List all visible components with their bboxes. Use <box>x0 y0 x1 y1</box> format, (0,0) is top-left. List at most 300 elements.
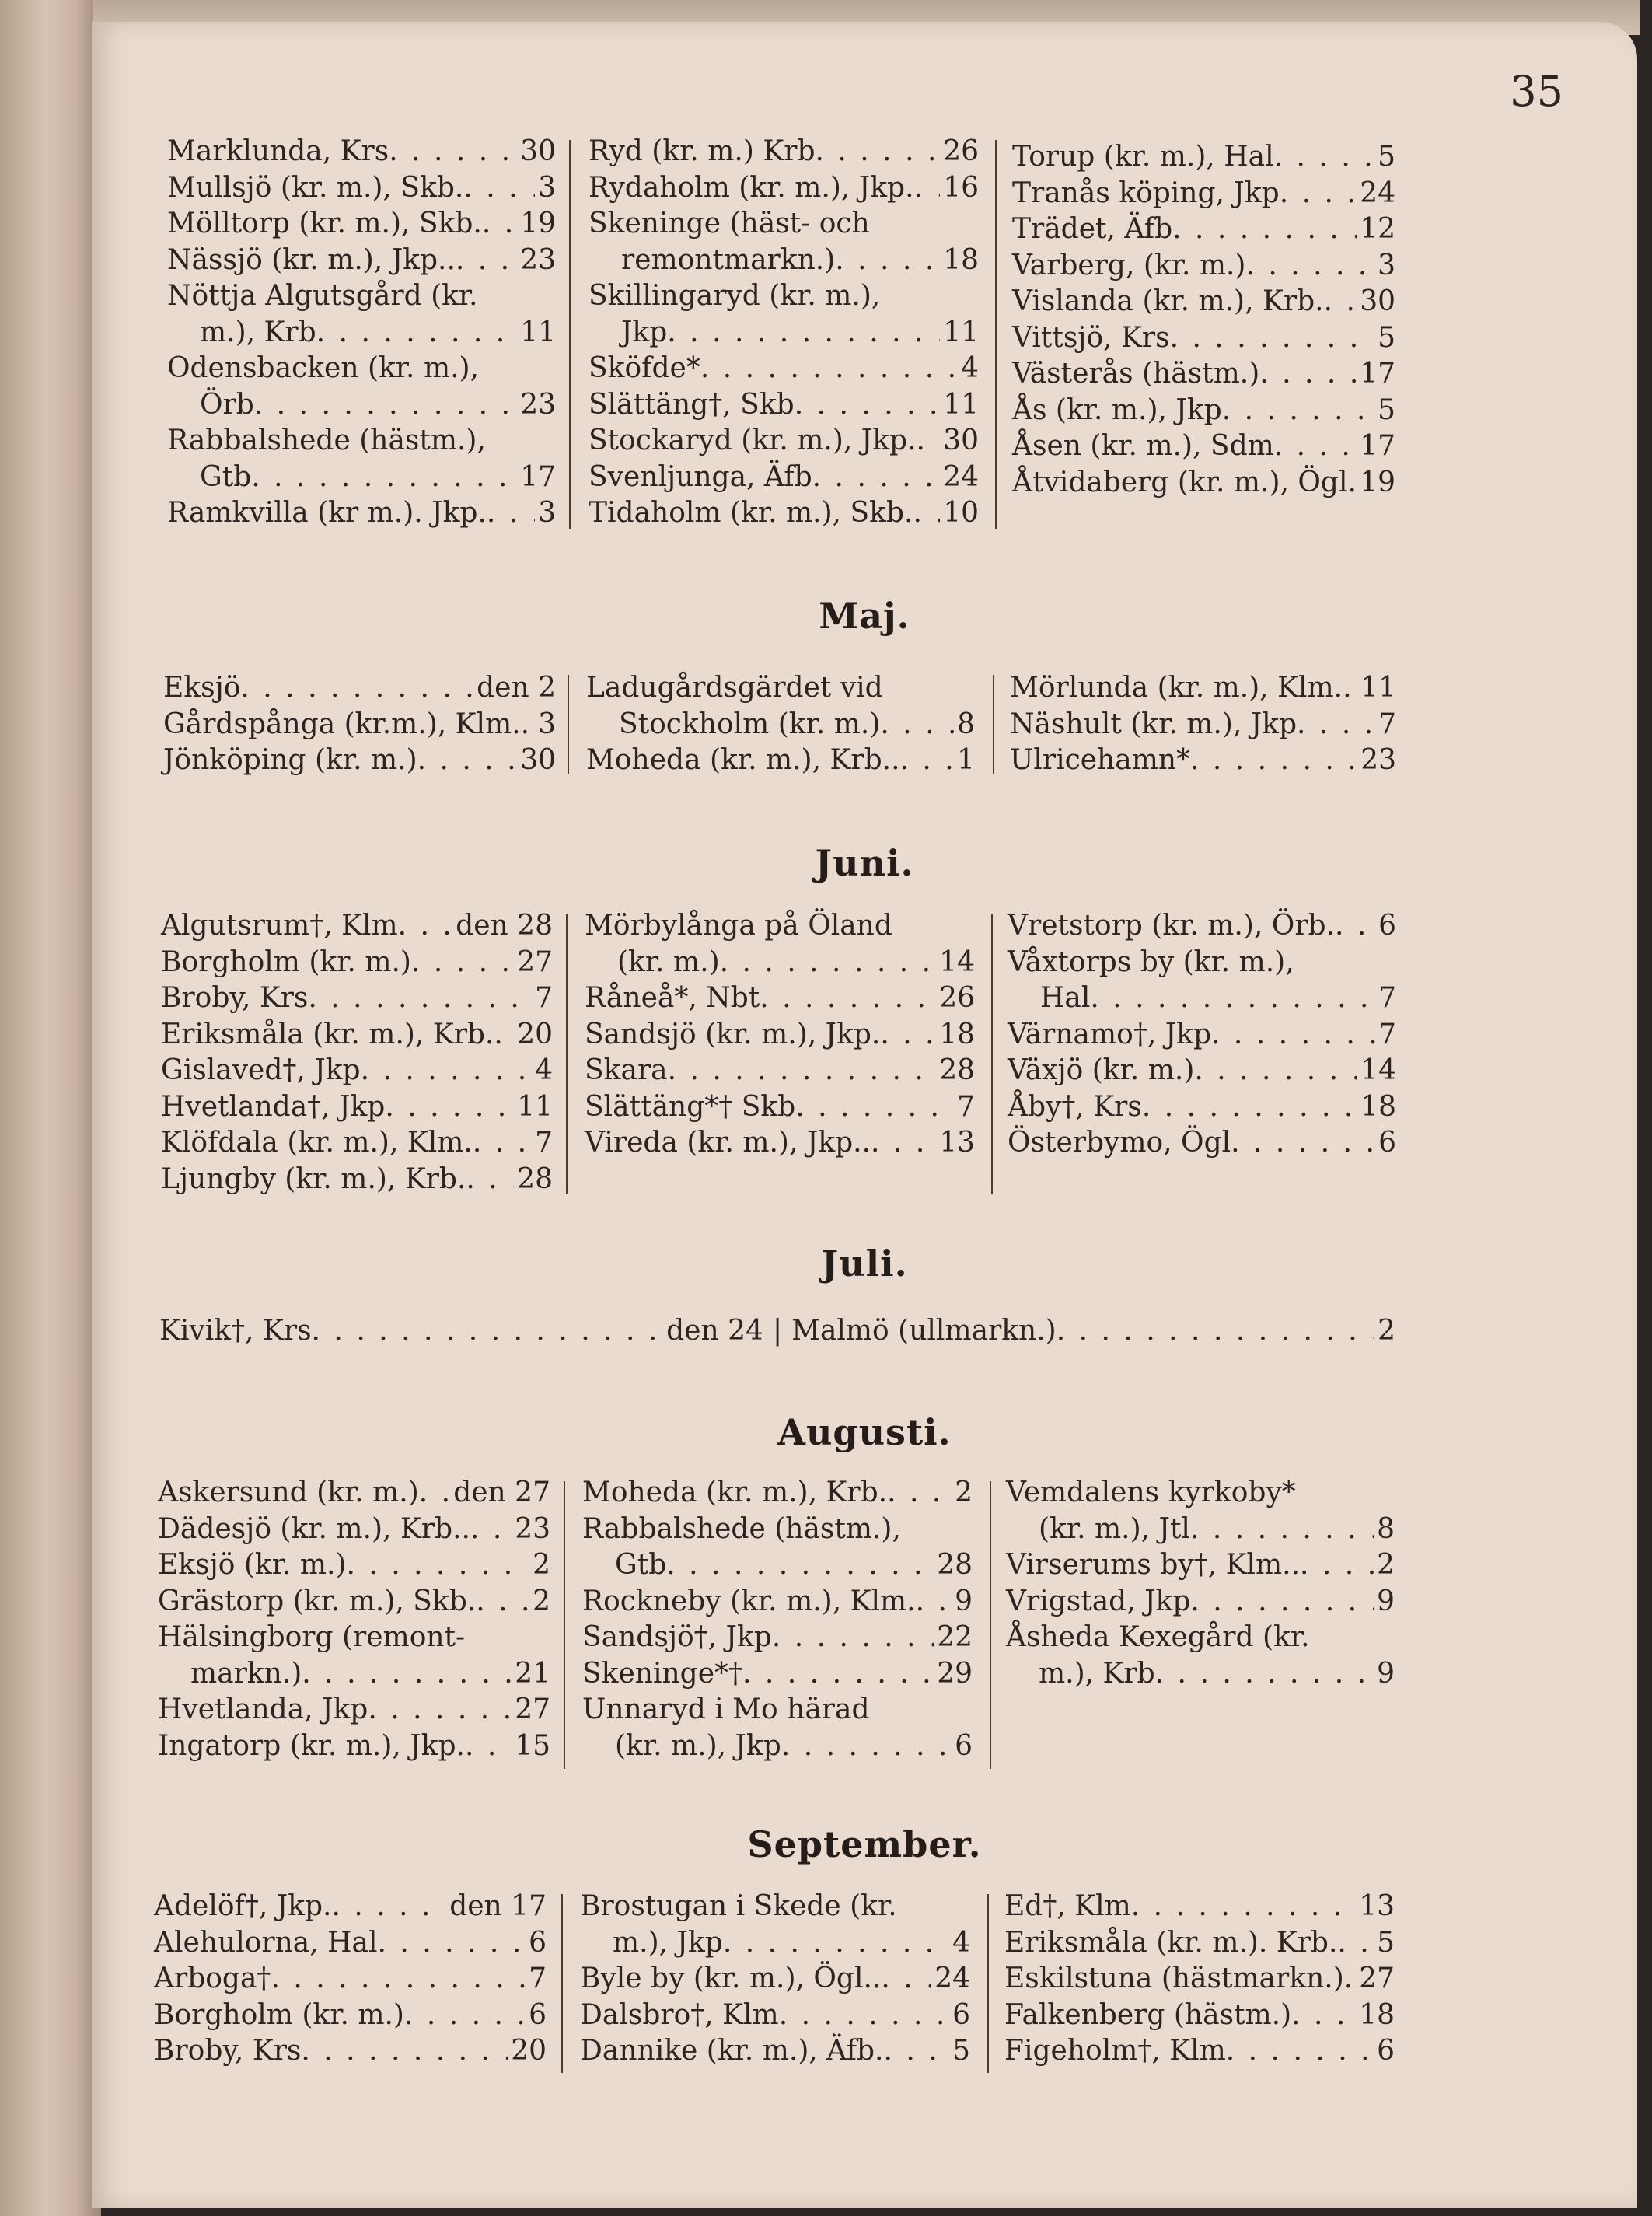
leader-dots <box>1172 211 1357 248</box>
leader-dots <box>473 1125 532 1162</box>
entry-date: 4 <box>961 352 979 384</box>
list-item <box>1006 1656 1395 1693</box>
leader-dots <box>1274 139 1374 176</box>
list-item <box>1008 980 1396 1017</box>
list-item <box>1010 707 1396 743</box>
entry-place: Gårdspånga (kr.m.), Klm. <box>163 708 521 740</box>
list-item <box>163 707 556 743</box>
entry-place: Ladugårdsgärdet vid <box>586 672 883 704</box>
entry-place: Virserums by†, Klm.. <box>1006 1549 1301 1581</box>
row-separator: | <box>772 1315 783 1347</box>
entry-place: (kr. m.), Jkp <box>615 1729 781 1762</box>
entry-date: 30 <box>943 425 979 456</box>
entry-date: 4 <box>535 1054 553 1086</box>
list-item <box>589 243 979 279</box>
leader-dots <box>1274 428 1357 465</box>
entry-date: 24 <box>934 1963 970 1994</box>
column-rule <box>990 1481 991 1769</box>
leader-dots <box>1190 743 1357 779</box>
juni-col-3 <box>1008 908 1396 1162</box>
entry-date: 30 <box>520 744 556 776</box>
leader-dots <box>361 1053 533 1089</box>
entry-place: Vittsjö, Krs <box>1012 321 1170 354</box>
entry-place: markn.) <box>190 1657 302 1690</box>
entry-date: 8 <box>1377 1512 1395 1545</box>
entry-date: 9 <box>955 1585 973 1617</box>
entry-place: Åtvidaberg (kr. m.), Ögl. <box>1012 466 1357 498</box>
augusti-col-3 <box>1006 1475 1395 1692</box>
list-item <box>1010 743 1396 779</box>
entry-place: Eriksmåla (kr. m.), Krb. <box>161 1018 494 1050</box>
list-item <box>585 1017 975 1054</box>
entry-place: Borgholm (kr. m.) <box>161 945 411 978</box>
entry-date: 6 <box>1378 1127 1396 1159</box>
entry-place: Brostugan i Skede (kr. <box>580 1890 897 1922</box>
entry-date: 7 <box>1378 708 1396 740</box>
entry-place: Vemdalens kyrkoby* <box>1006 1477 1296 1508</box>
list-item <box>582 1656 973 1693</box>
leader-dots <box>1291 1998 1356 2034</box>
entry-place: Rockneby (kr. m.), Klm. <box>582 1585 916 1617</box>
entry-date: 5 <box>1377 1926 1395 1959</box>
list-item <box>589 387 979 424</box>
entry-place: Österbymo, Ögl <box>1008 1127 1231 1159</box>
leader-dots <box>302 1656 512 1693</box>
entry-date: 15 <box>515 1729 550 1762</box>
entry-date: 9 <box>1377 1585 1395 1617</box>
list-item <box>1006 1584 1395 1620</box>
leader-dots <box>1142 1089 1357 1126</box>
leader-dots <box>1222 393 1374 429</box>
entry-place: Eskilstuna (hästmarkn.) <box>1004 1963 1344 1994</box>
entry-date: 18 <box>939 1018 975 1050</box>
leader-dots <box>316 315 518 351</box>
entry-date: 20 <box>517 1018 553 1050</box>
entry-place: (kr. m.) <box>617 945 720 978</box>
entry-place: Vislanda (kr. m.), Krb. <box>1012 285 1324 317</box>
leader-dots <box>900 743 955 779</box>
leader-dots <box>760 980 936 1017</box>
leader-dots <box>667 315 940 351</box>
leader-dots <box>1057 1313 1374 1349</box>
column-rule <box>991 914 993 1194</box>
section-heading-juni: Juni. <box>815 842 914 884</box>
entry-date: 14 <box>939 945 975 978</box>
section-heading-augusti: Augusti. <box>777 1411 952 1453</box>
entry-date: 17 <box>1360 430 1395 462</box>
leader-dots <box>881 1961 931 1998</box>
leader-dots <box>1131 1889 1356 1925</box>
entry-place: Trädet, Äfb <box>1012 213 1173 245</box>
entry-date: 13 <box>1359 1890 1395 1922</box>
entry-date: 2 <box>955 1477 973 1508</box>
juli-entry-kivik: Kivik†, Krs . . . den 24 <box>159 1313 763 1349</box>
leader-dots <box>1297 707 1375 743</box>
entry-place: Broby, Krs <box>154 2035 302 2067</box>
list-item <box>589 351 979 387</box>
entry-date: 7 <box>957 1090 975 1123</box>
juni-col-1 <box>161 908 553 1197</box>
leader-dots <box>1194 1053 1357 1089</box>
list-item <box>582 1728 973 1765</box>
entry-date: 18 <box>1360 1090 1396 1123</box>
list-item <box>158 1692 550 1728</box>
leader-dots <box>795 1089 954 1126</box>
entry-place: Ryd (kr. m.) Krb <box>589 135 816 167</box>
list-item <box>167 351 556 387</box>
leader-dots <box>1190 1584 1374 1620</box>
entry-place: Västerås (hästm.) <box>1012 358 1260 390</box>
list-item <box>161 980 553 1017</box>
entry-place: Hal <box>1040 982 1091 1014</box>
list-item <box>582 1692 973 1728</box>
list-item <box>1012 320 1395 357</box>
entry-date: 8 <box>957 708 975 740</box>
list-item <box>580 1925 970 1962</box>
entry-place: Svenljunga, Äfb <box>589 460 812 493</box>
leader-dots <box>487 495 535 532</box>
maj-col-2 <box>586 670 975 779</box>
entry-place: m.), Krb <box>1039 1657 1155 1690</box>
list-item <box>585 1125 975 1162</box>
entry-place: Rabbalshede (hästm.), <box>582 1512 901 1545</box>
leader-dots <box>398 908 453 945</box>
entry-date: 6 <box>952 1998 970 2031</box>
list-item <box>167 423 556 460</box>
list-item <box>154 1889 547 1925</box>
entry-date: 26 <box>943 135 979 167</box>
leader-dots <box>521 707 535 743</box>
list-item <box>1008 1089 1396 1126</box>
list-item <box>585 980 975 1017</box>
entry-place: Moheda (kr. m.), Krb. <box>582 1477 888 1508</box>
leader-dots <box>476 1584 529 1620</box>
entry-place: Varberg, (kr. m.) <box>1012 249 1246 281</box>
leader-dots <box>1231 1125 1375 1162</box>
entry-place: Skeninge (häst- och <box>589 208 870 239</box>
entry-date: 6 <box>1378 910 1396 942</box>
entry-date: 7 <box>1378 1018 1396 1050</box>
entry-place: Torup (kr. m.), Hal <box>1012 141 1274 173</box>
leader-dots <box>779 1998 949 2034</box>
leader-dots <box>1300 1547 1374 1584</box>
list-item <box>167 134 556 170</box>
entry-date: den 2 <box>477 672 556 704</box>
entry-date: 6 <box>1377 2035 1395 2067</box>
leader-dots <box>419 1475 450 1512</box>
leader-dots <box>1090 980 1375 1017</box>
entry-date: 27 <box>517 945 553 978</box>
entry-date: 2 <box>533 1549 550 1581</box>
entry-place: Vrigstad, Jkp <box>1006 1585 1191 1617</box>
leader-dots <box>482 206 517 243</box>
entry-place: Arboga† <box>154 1963 271 1994</box>
list-item <box>589 206 979 243</box>
entry-place: Värnamo†, Jkp <box>1008 1018 1212 1050</box>
september-col-1 <box>154 1889 547 2070</box>
list-item <box>1012 465 1395 502</box>
entry-place: Skeninge*† <box>582 1657 743 1690</box>
entry-date: 2 <box>1377 1549 1395 1581</box>
leader-dots <box>720 945 937 981</box>
entry-date: den 17 <box>449 1890 547 1922</box>
entry-date: 30 <box>1360 285 1395 317</box>
entry-place: Mörlunda (kr. m.), Klm. <box>1010 672 1343 704</box>
leader-dots <box>331 1889 446 1925</box>
list-item <box>1006 1512 1395 1548</box>
entry-date: 30 <box>520 135 556 167</box>
list-item <box>158 1475 550 1512</box>
entry-place: Ed†, Klm <box>1004 1890 1131 1922</box>
list-item <box>1012 356 1395 393</box>
entry-date: 23 <box>520 388 556 421</box>
entry-date: 1 <box>957 744 975 776</box>
entry-date: 6 <box>955 1729 973 1762</box>
entry-date: 23 <box>1360 744 1396 776</box>
list-item <box>582 1475 973 1512</box>
list-item <box>585 908 975 945</box>
entry-place: Moheda (kr. m.), Krb.. <box>586 744 900 776</box>
entry-place: Mullsjö (kr. m.), Skb. <box>167 171 464 204</box>
entry-place: Stockholm (kr. m.) <box>619 708 881 740</box>
entry-date: 7 <box>535 982 553 1014</box>
leader-dots <box>1335 908 1375 945</box>
list-item <box>1012 428 1395 465</box>
leader-dots <box>346 1547 529 1584</box>
leader-dots <box>916 1584 952 1620</box>
list-item <box>582 1584 973 1620</box>
list-item <box>1006 1475 1395 1512</box>
entry-place: Näshult (kr. m.), Jkp <box>1010 708 1298 740</box>
leader-dots <box>1226 2033 1374 2070</box>
entry-date: 6 <box>529 1998 547 2031</box>
list-item <box>154 1925 547 1962</box>
leader-dots <box>456 243 517 279</box>
list-item <box>1012 248 1395 285</box>
entry-date: 26 <box>939 982 975 1014</box>
entry-place: Mörbylånga på Öland <box>585 910 892 942</box>
entry-place: Jkp <box>621 316 668 348</box>
leader-dots <box>742 1656 934 1693</box>
column-rule <box>987 1894 989 2073</box>
list-item <box>154 1961 547 1998</box>
entry-date: den 27 <box>453 1477 550 1508</box>
entry-place: Hvetlanda, Jkp <box>158 1693 368 1725</box>
entry-date: 18 <box>1359 1998 1395 2031</box>
entry-place: Askersund (kr. m.) <box>158 1477 419 1508</box>
leader-dots <box>368 1692 512 1728</box>
list-item <box>1012 139 1395 176</box>
list-item <box>586 707 975 743</box>
entry-date: 13 <box>939 1127 975 1159</box>
entry-place: Växjö (kr. m.) <box>1008 1054 1195 1086</box>
entry-date: 3 <box>538 708 556 740</box>
entry-place: Våxtorps by (kr. m.), <box>1008 945 1294 978</box>
leader-dots <box>240 670 473 707</box>
entry-date: 7 <box>529 1963 547 1994</box>
entry-date: 11 <box>943 316 979 348</box>
entry-date: 19 <box>1360 466 1395 498</box>
entry-place: Hälsingborg (remont- <box>158 1621 466 1653</box>
list-item <box>167 170 556 207</box>
entry-place: Borgholm (kr. m.) <box>154 1998 404 2031</box>
entry-place: Rydaholm (kr. m.), Jkp. <box>589 171 914 204</box>
entry-place: Skillingaryd (kr. m.), <box>589 280 881 312</box>
list-item <box>167 387 556 424</box>
augusti-col-2 <box>582 1475 973 1764</box>
leader-dots <box>1245 248 1374 285</box>
entry-date: 11 <box>517 1090 553 1123</box>
entry-place: Hvetlanda†, Jkp <box>161 1090 386 1123</box>
list-item <box>161 1162 553 1198</box>
entry-place: Gtb <box>200 460 252 493</box>
maj-col-3 <box>1010 670 1396 779</box>
entry-place: Alehulorna, Hal <box>154 1926 378 1959</box>
leader-dots <box>470 1512 512 1548</box>
list-item <box>158 1620 550 1656</box>
list-item <box>1004 1998 1395 2034</box>
entry-date: 3 <box>538 171 556 204</box>
list-item <box>161 1125 553 1162</box>
list-item <box>167 315 556 351</box>
leader-dots <box>917 423 941 460</box>
column-rule <box>568 675 569 774</box>
column-rule <box>995 140 997 529</box>
leader-dots <box>1343 670 1357 707</box>
list-item <box>158 1512 550 1548</box>
leader-dots <box>378 1925 526 1962</box>
entry-place: Adelöf†, Jkp. <box>154 1890 332 1922</box>
leader-dots <box>913 495 940 532</box>
section-heading-juli: Juli. <box>821 1243 908 1285</box>
entry-date: 23 <box>520 243 556 276</box>
book-spine <box>0 0 101 2216</box>
entry-place: Nässjö (kr. m.), Jkp.. <box>167 243 456 276</box>
list-item <box>582 1620 973 1656</box>
maj-col-1 <box>163 670 556 779</box>
list-item <box>580 1889 970 1925</box>
column-rule <box>993 675 994 774</box>
leader-dots <box>271 1961 526 1998</box>
list-item <box>167 278 556 315</box>
leader-dots <box>883 2033 949 2070</box>
leader-dots <box>1155 1656 1374 1693</box>
list-item <box>589 495 979 532</box>
entry-date: 16 <box>943 171 979 204</box>
leader-dots <box>1324 284 1357 320</box>
leader-dots <box>385 1089 514 1126</box>
list-item <box>1006 1547 1395 1584</box>
leader-dots <box>404 1998 526 2034</box>
entry-date: 6 <box>529 1926 547 1959</box>
list-item <box>158 1547 550 1584</box>
entry-date: 17 <box>520 460 556 493</box>
list-item <box>589 315 979 351</box>
list-item <box>585 1053 975 1089</box>
entry-date: 28 <box>939 1054 975 1086</box>
leader-dots <box>312 1313 664 1349</box>
entry-place: Sandsjö (kr. m.), Jkp. <box>585 1018 881 1050</box>
entry-date: 24 <box>943 460 979 493</box>
list-item <box>1010 670 1396 707</box>
entry-place: Åby†, Krs <box>1008 1090 1142 1123</box>
list-item <box>1008 1017 1396 1054</box>
column-rule <box>561 1894 563 2073</box>
list-item <box>585 1089 975 1126</box>
list-item <box>1004 1925 1395 1962</box>
list-item <box>580 2033 970 2070</box>
entry-place: Mölltorp (kr. m.), Skb. <box>167 208 482 239</box>
entry-place: Ås (kr. m.), Jkp <box>1012 393 1222 426</box>
entry-place: Grästorp (kr. m.), Skb. <box>158 1585 477 1617</box>
entry-place: Algutsrum†, Klm <box>161 910 398 942</box>
entry-place: Gtb <box>615 1549 667 1581</box>
entry-place: Eriksmåla (kr. m.). Krb. <box>1004 1926 1338 1959</box>
list-item <box>161 1053 553 1089</box>
entry-place: Falkenberg (hästm.) <box>1004 1998 1292 2031</box>
list-item <box>161 1089 553 1126</box>
entry-place: Tidaholm (kr. m.), Skb. <box>589 497 913 529</box>
list-item <box>154 2033 547 2070</box>
entry-place: Ulricehamn* <box>1010 744 1191 776</box>
entry-place: Dädesjö (kr. m.), Krb.. <box>158 1512 470 1545</box>
list-item <box>1008 945 1396 981</box>
entry-date: den 28 <box>456 910 553 942</box>
leader-dots <box>835 243 940 279</box>
list-item <box>580 1998 970 2034</box>
entry-place: Ingatorp (kr. m.), Jkp. <box>158 1729 465 1762</box>
list-item <box>163 670 556 707</box>
entry-date: 5 <box>1378 141 1395 173</box>
juli-row <box>159 1313 1395 1349</box>
list-item <box>586 743 975 779</box>
entry-place: m.), Krb <box>200 316 316 348</box>
entry-date: 10 <box>943 497 979 529</box>
entry-date: 28 <box>937 1549 973 1581</box>
entry-date: 29 <box>937 1657 973 1690</box>
leader-dots <box>463 170 535 207</box>
leader-dots <box>1170 320 1375 357</box>
entry-date: 18 <box>943 243 979 276</box>
entry-place: remontmarkn.) <box>621 243 836 276</box>
section-heading-september: September. <box>747 1823 982 1865</box>
leader-dots <box>880 1017 936 1054</box>
entry-place: Eksjö (kr. m.) <box>158 1549 347 1581</box>
leader-dots <box>417 743 518 779</box>
september-col-3 <box>1004 1889 1395 2070</box>
entry-date: 3 <box>538 497 556 529</box>
leader-dots <box>308 980 532 1017</box>
list-item <box>589 134 979 170</box>
list-item <box>1012 211 1395 248</box>
leader-dots <box>772 1620 934 1656</box>
entry-place: Eksjö <box>163 672 241 704</box>
entry-place: Stockaryd (kr. m.), Jkp. <box>589 425 917 456</box>
list-item <box>1008 1125 1396 1162</box>
entry-place: Tranås köping, Jkp <box>1012 177 1280 209</box>
list-item <box>167 243 556 279</box>
leader-dots <box>254 387 517 424</box>
leader-dots <box>812 460 941 496</box>
list-item <box>158 1728 550 1765</box>
entry-place: Slättäng†, Skb <box>589 388 795 421</box>
column-rule <box>564 1481 565 1769</box>
leader-dots <box>411 945 514 981</box>
entry-place: Gislaved†, Jkp <box>161 1054 361 1086</box>
leader-dots <box>700 351 958 387</box>
leader-dots <box>389 134 517 170</box>
list-item <box>163 743 556 779</box>
